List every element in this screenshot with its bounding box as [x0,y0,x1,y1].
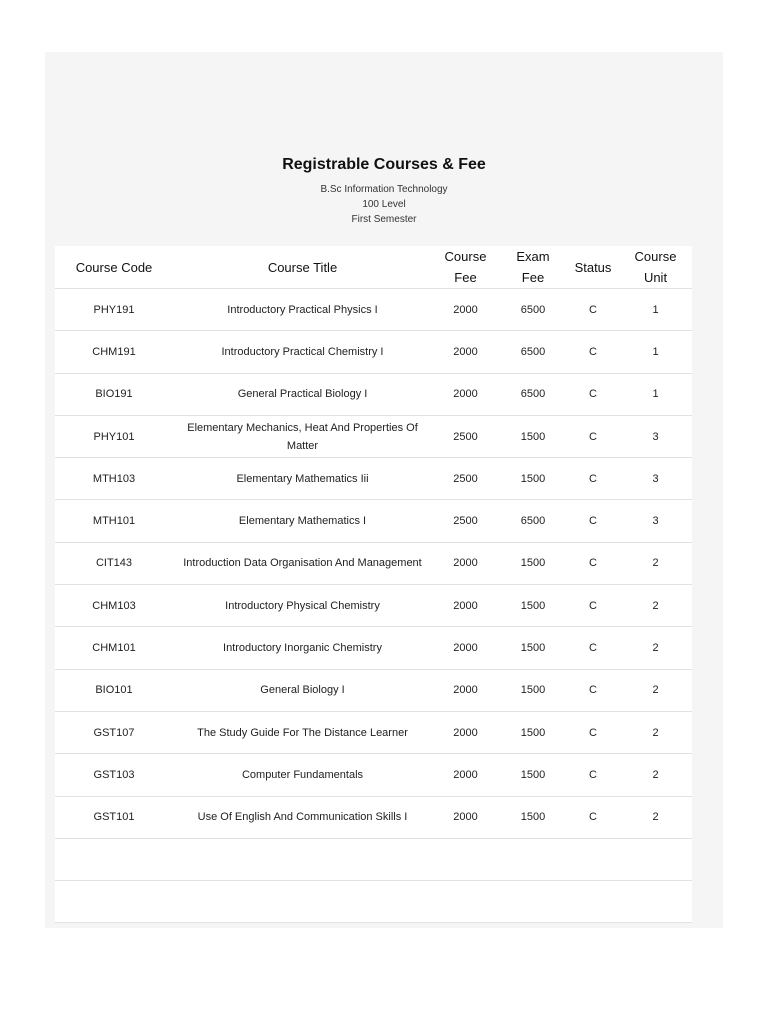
table-row [55,711,692,753]
status-cell: C [567,415,619,457]
course-unit-cell: 3 [619,415,692,457]
course-unit-cell: 2 [619,627,692,669]
exam-fee-cell: 1500 [499,415,567,457]
course-title-cell: Introductory Practical Chemistry I [173,331,432,373]
course-code-cell: CHM191 [55,331,173,373]
exam-fee-cell: 1500 [499,796,567,838]
course-code-cell: GST103 [55,754,173,796]
course-fee-cell: 2000 [432,542,499,584]
course-unit-cell: 2 [619,669,692,711]
course-code-cell: CIT143 [55,542,173,584]
course-unit-cell: 2 [619,585,692,627]
column-header-exam-fee: Exam Fee [499,246,567,289]
course-unit-cell: 2 [619,754,692,796]
table-row [55,500,692,542]
exam-fee-cell: 1500 [499,542,567,584]
status-cell: C [567,458,619,500]
empty-row [55,881,692,923]
course-fee-cell: 2000 [432,289,499,331]
semester-label: First Semester [351,214,417,225]
course-fee-cell: 2000 [432,796,499,838]
course-code-cell: GST107 [55,711,173,753]
status-cell: C [567,542,619,584]
course-code-cell: PHY101 [55,415,173,457]
table-row [55,669,692,711]
empty-row [55,838,692,880]
table-row [55,754,692,796]
course-title-cell: Introduction Data Organisation And Management [173,542,432,584]
exam-fee-cell: 1500 [499,711,567,753]
course-fee-cell: 2000 [432,669,499,711]
programme-name: B.Sc Information Technology [320,184,448,195]
course-title-cell: Introductory Physical Chemistry [173,585,432,627]
course-title-cell: General Biology I [173,669,432,711]
table-row [55,796,692,838]
status-cell: C [567,754,619,796]
table-row [55,627,692,669]
course-code-cell: BIO191 [55,373,173,415]
status-cell: C [567,331,619,373]
course-fee-cell: 2000 [432,585,499,627]
courses-table [55,246,692,923]
course-code-cell: BIO101 [55,669,173,711]
exam-fee-cell: 1500 [499,627,567,669]
exam-fee-cell: 6500 [499,331,567,373]
status-cell: C [567,711,619,753]
table-row [55,415,692,457]
table-row [55,458,692,500]
exam-fee-cell: 1500 [499,669,567,711]
exam-fee-cell: 6500 [499,289,567,331]
course-code-cell: PHY191 [55,289,173,331]
column-header-course-code: Course Code [55,246,173,289]
document-panel [45,52,723,928]
course-code-cell: MTH101 [55,500,173,542]
course-unit-cell: 2 [619,711,692,753]
column-header-course-fee: Course Fee [432,246,499,289]
status-cell: C [567,796,619,838]
table-header-row [55,246,692,289]
status-cell: C [567,373,619,415]
table-row [55,331,692,373]
course-code-cell: CHM101 [55,627,173,669]
status-cell: C [567,585,619,627]
course-unit-cell: 1 [619,289,692,331]
course-fee-cell: 2000 [432,711,499,753]
page-title: Registrable Courses & Fee [282,156,486,173]
course-title-cell: Elementary Mathematics Iii [173,458,432,500]
document-header [45,156,723,227]
course-fee-cell: 2500 [432,415,499,457]
course-unit-cell: 3 [619,458,692,500]
course-unit-cell: 1 [619,373,692,415]
course-fee-cell: 2500 [432,500,499,542]
course-title-cell: Elementary Mechanics, Heat And Properties Of Matter [173,415,432,457]
course-unit-cell: 1 [619,331,692,373]
course-title-cell: General Practical Biology I [173,373,432,415]
table-row [55,289,692,331]
table-row [55,542,692,584]
status-cell: C [567,627,619,669]
exam-fee-cell: 6500 [499,500,567,542]
exam-fee-cell: 1500 [499,585,567,627]
course-title-cell: Use Of English And Communication Skills I [173,796,432,838]
course-title-cell: Introductory Practical Physics I [173,289,432,331]
course-fee-cell: 2000 [432,627,499,669]
course-fee-cell: 2000 [432,373,499,415]
column-header-course-title: Course Title [173,246,432,289]
status-cell: C [567,669,619,711]
column-header-status: Status [567,246,619,289]
exam-fee-cell: 1500 [499,754,567,796]
course-fee-cell: 2000 [432,331,499,373]
exam-fee-cell: 1500 [499,458,567,500]
status-cell: C [567,500,619,542]
table-row [55,373,692,415]
course-fee-cell: 2500 [432,458,499,500]
course-rows [55,289,692,839]
column-header-course-unit: Course Unit [619,246,692,289]
exam-fee-cell: 6500 [499,373,567,415]
level-label: 100 Level [362,199,406,210]
course-title-cell: Computer Fundamentals [173,754,432,796]
course-title-cell: The Study Guide For The Distance Learner [173,711,432,753]
empty-rows [55,838,692,923]
course-title-cell: Introductory Inorganic Chemistry [173,627,432,669]
table-row [55,585,692,627]
course-code-cell: MTH103 [55,458,173,500]
course-code-cell: GST101 [55,796,173,838]
course-fee-cell: 2000 [432,754,499,796]
course-unit-cell: 2 [619,542,692,584]
course-title-cell: Elementary Mathematics I [173,500,432,542]
course-unit-cell: 2 [619,796,692,838]
status-cell: C [567,289,619,331]
course-unit-cell: 3 [619,500,692,542]
course-code-cell: CHM103 [55,585,173,627]
